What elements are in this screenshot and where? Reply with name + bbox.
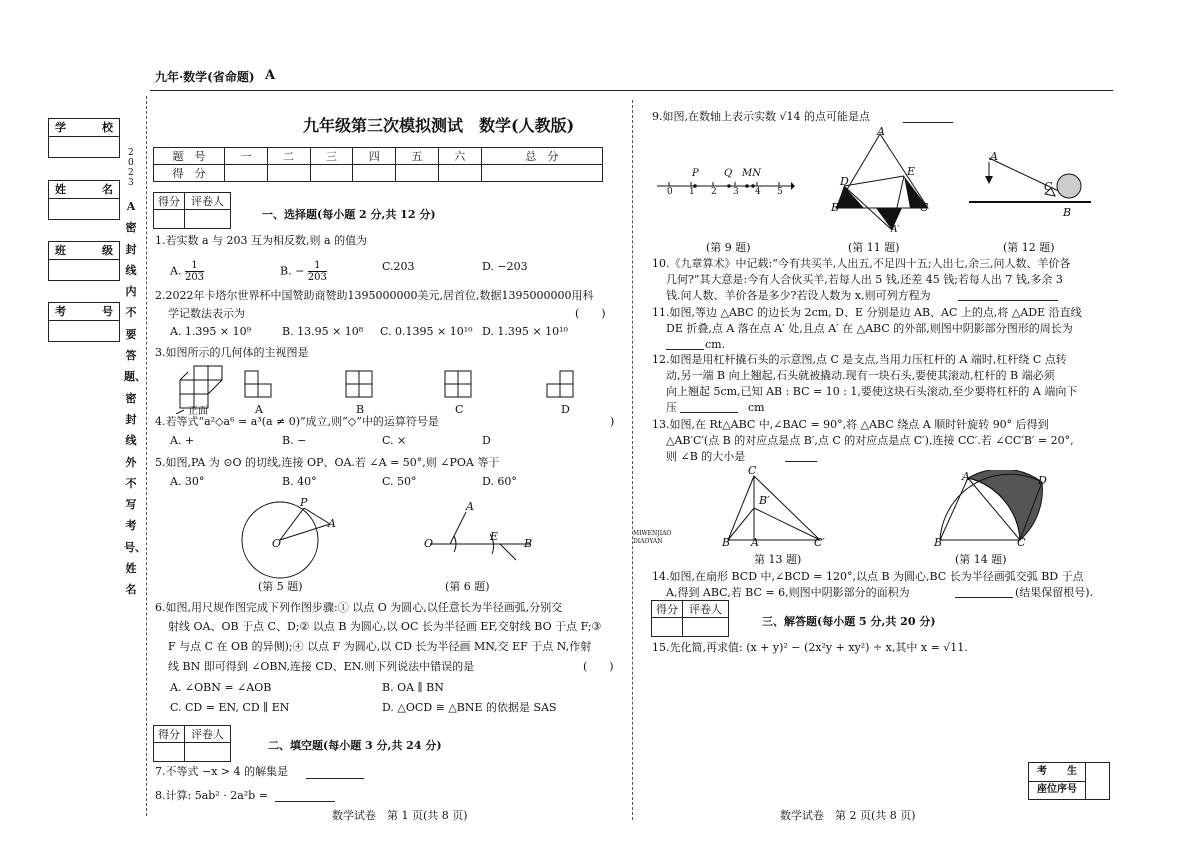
- fig6-label-a: A: [466, 500, 474, 513]
- seal-line-left: [146, 96, 147, 816]
- fig11-label-a-prime: A′: [891, 225, 900, 235]
- q10-line1: 10.《九章算术》中记载:“今有共买羊,人出五,不足四十五;人出七,余三,问人数、羊价各: [652, 257, 1071, 270]
- q3-option-d-figure[interactable]: [546, 370, 576, 400]
- fig6-label-o: O: [424, 537, 434, 550]
- q3-option-c[interactable]: C: [455, 403, 464, 416]
- grader-box-1: 得分 评卷人: [153, 192, 231, 229]
- q8-answer-blank[interactable]: [275, 801, 335, 802]
- q14-line1: 14.如图,在扇形 BCD 中,∠BCD = 120°,以点 B 为圆心,BC 长为半径画弧交弧 BD 于点: [652, 570, 1084, 583]
- q2-paren: ( ): [575, 307, 606, 320]
- fig6-label-e: E: [490, 530, 499, 543]
- q6-line1: 6.如图,用尺规作图完成下列作图步骤:① 以点 O 为圆心,以任意长为半径画弧,分别交: [155, 601, 563, 614]
- q7-text: 7.不等式 −x > 4 的解集是: [155, 765, 289, 778]
- grader-box-3: 得分 评卷人: [651, 600, 729, 637]
- section1-title: 一、选择题(每小题 2 分,共 12 分): [262, 208, 436, 221]
- fig9-label-q: Q: [724, 168, 733, 179]
- q6-option-c[interactable]: C. CD = EN, CD ∥ EN: [170, 701, 290, 714]
- q3-option-b-figure[interactable]: [345, 370, 375, 400]
- q7-answer-blank[interactable]: [306, 778, 364, 779]
- q2-option-b[interactable]: B. 13.95 × 10⁸: [282, 325, 364, 338]
- fig9-tick-0: 0: [667, 187, 673, 197]
- q2-option-c[interactable]: C. 0.1395 × 10¹⁰: [380, 325, 473, 338]
- fig13-label-a: A: [751, 536, 759, 549]
- watermark: MIWENJIAO DIAOYAN: [633, 530, 672, 545]
- q6-paren: ( ): [583, 660, 614, 673]
- fig13-label-b: B: [722, 536, 731, 549]
- fig9-tick-1: 1: [689, 187, 695, 197]
- fig9-tick-4: 4: [755, 187, 761, 197]
- q6-line2: 射线 OA、OB 于点 C、D;② 以点 B 为圆心,以 OC 长为半径画 EF,交射线 BO 于点 F;③: [168, 620, 602, 633]
- seat-number-field[interactable]: [1086, 763, 1109, 799]
- fig6-label-b: B: [524, 537, 533, 550]
- fig14-label-b: B: [934, 536, 943, 549]
- fig6-caption: (第 6 题): [445, 580, 490, 593]
- exam-no-box[interactable]: 考 号: [48, 302, 120, 342]
- q11-answer-blank[interactable]: [666, 349, 704, 350]
- header-version: A: [265, 68, 276, 83]
- q12-line4: 压: [666, 401, 677, 414]
- score-table: 题 号 一 二 三 四 五 六 总 分 得 分: [153, 147, 603, 182]
- fig5-label-o: O: [272, 537, 282, 550]
- fig12-label-b: B: [1063, 206, 1072, 219]
- center-fold-line: [632, 100, 633, 820]
- fig14-caption: (第 14 题): [955, 553, 1007, 566]
- seal-warning: A密封线内不要答题、密封线外不写考号、姓名: [124, 200, 146, 597]
- q3-front-label: 正面: [188, 406, 208, 417]
- footer-page2: 数学试卷 第 2 页(共 8 页): [780, 809, 916, 822]
- q5-text: 5.如图,PA 为 ⊙O 的切线,连接 OP、OA.若 ∠A = 50°,则 ∠POA 等于: [155, 456, 500, 469]
- q12-answer-blank[interactable]: [680, 412, 738, 413]
- q2-option-a[interactable]: A. 1.395 × 10⁹: [170, 325, 252, 338]
- fig9-tick-5: 5: [777, 187, 783, 197]
- q2-line2: 学记数法表示为: [168, 307, 245, 320]
- q1-text: 1.若实数 a 与 203 互为相反数,则 a 的值为: [155, 234, 368, 247]
- name-box[interactable]: 姓 名: [48, 180, 120, 220]
- fig9-label-p: P: [692, 168, 699, 179]
- q9-text: 9.如图,在数轴上表示实数 √14 的点可能是点: [652, 110, 870, 123]
- q6-option-a[interactable]: A. ∠OBN = ∠AOB: [170, 681, 272, 694]
- header-rule: [150, 90, 1113, 91]
- fig12-label-a: A: [990, 150, 998, 163]
- seat-label-1: 考 生: [1029, 763, 1086, 782]
- q10-line3: 钱.问人数、羊价各是多少?若设人数为 x,则可列方程为: [666, 289, 931, 302]
- q4-text: 4.若等式“a²◇a⁶ = a³(a ≠ 0)”成立,则“◇”中的运算符号是: [155, 415, 439, 428]
- q1-option-b[interactable]: B. − $\frac{1}{203}$: [280, 260, 327, 283]
- fig11-label-c: C: [920, 201, 929, 214]
- q13-line2: △AB′C′(点 B 的对应点是点 B′,点 C 的对应点是点 C′),连接 CC′.若 ∠CC′B′ = 20°,: [666, 434, 1074, 447]
- q1-option-d[interactable]: D. −203: [482, 260, 528, 273]
- q11-line3: cm.: [705, 338, 726, 351]
- q13-line3: 则 ∠B 的大小是: [666, 450, 746, 463]
- fig5-label-a: A: [328, 517, 336, 530]
- fig11-label-d: D: [840, 175, 849, 188]
- q12-line1: 12.如图是用杠杆撬石头的示意图,点 C 是支点,当用力压杠杆的 A 端时,杠杆绕 C 点转: [652, 353, 1067, 366]
- fig5-label-p: P: [300, 496, 308, 509]
- q5-option-a[interactable]: A. 30°: [170, 475, 205, 488]
- q2-line1: 2.2022年卡塔尔世界杯中国赞助商赞助1395000000美元,居首位,数据1395000000用科: [155, 289, 594, 302]
- school-box[interactable]: 学 校: [48, 118, 120, 158]
- seat-box: [1028, 762, 1110, 800]
- section2-title: 二、填空题(每小题 3 分,共 24 分): [268, 739, 442, 752]
- q4-option-b[interactable]: B. −: [282, 434, 307, 447]
- fig14-label-d: D: [1038, 474, 1047, 487]
- fig14-label-a: A: [962, 470, 970, 483]
- fig14-label-c: C: [1017, 536, 1026, 549]
- q1-option-c[interactable]: C.203: [382, 260, 415, 273]
- q13-answer-blank[interactable]: [785, 461, 817, 462]
- q3-option-a[interactable]: A: [255, 403, 263, 416]
- q11-line2: DE 折叠,点 A 落在点 A′ 处,且点 A′ 在 △ABC 的外部,则图中阴影部分图形的周长为: [666, 322, 1073, 335]
- footer-page1: 数学试卷 第 1 页(共 8 页): [332, 809, 468, 822]
- q4-option-d[interactable]: D: [482, 434, 491, 447]
- fig9-tick-2: 2: [711, 187, 717, 197]
- q15-text: 15.先化简,再求值: (x + y)² − (2x²y + xy²) ÷ x,其中 x = √11.: [652, 641, 968, 654]
- q14-line3: (结果保留根号).: [1015, 586, 1094, 599]
- q12-line3: 向上翘起 5cm,已知 AB : BC = 10 : 1,要使这块石头滚动,至少要将杠杆的 A 端向下: [666, 385, 1078, 398]
- fig11-label-a: A: [877, 125, 885, 138]
- q2-option-d[interactable]: D. 1.395 × 10¹⁰: [482, 325, 568, 338]
- fig9-caption: (第 9 题): [706, 241, 751, 254]
- grader-box-2: 得分 评卷人: [153, 725, 231, 762]
- fig5-diagram: [238, 494, 348, 584]
- fig9-tick-3: 3: [733, 187, 739, 197]
- fig11-label-b: B: [831, 201, 840, 214]
- q3-option-b[interactable]: B: [356, 403, 365, 416]
- q4-option-c[interactable]: C. ×: [382, 434, 407, 447]
- q1-option-a[interactable]: A. $\frac{1}{203}$: [170, 260, 205, 283]
- q4-option-a[interactable]: A. +: [170, 434, 195, 447]
- q3-text: 3.如图所示的几何体的主视图是: [155, 346, 309, 359]
- q12-unit: cm: [748, 401, 765, 414]
- fig13-caption: 第 13 题): [754, 553, 802, 566]
- q6-line4: 线 BN 即可得到 ∠OBN,连接 CD、EN.则下列说法中错误的是: [168, 660, 475, 673]
- q10-answer-blank[interactable]: [958, 300, 1058, 301]
- seat-label-2: 座位序号: [1029, 781, 1086, 799]
- fig12-label-c: C: [1044, 180, 1053, 193]
- q5-option-b[interactable]: B. 40°: [282, 475, 317, 488]
- q14-answer-blank[interactable]: [955, 597, 1013, 598]
- fig11-caption: (第 11 题): [848, 241, 900, 254]
- sidebar-year: 2023: [128, 148, 134, 188]
- header-text: 九年·数学(省命题): [155, 70, 255, 84]
- q3-option-d[interactable]: D: [561, 403, 570, 416]
- q5-option-d[interactable]: D. 60°: [482, 475, 517, 488]
- q11-line1: 11.如图,等边 △ABC 的边长为 2cm, D、E 分别是边 AB、AC 上的点,将 △ADE 沿直线: [652, 306, 1082, 319]
- fig5-caption: (第 5 题): [258, 580, 303, 593]
- q12-line2: 动,另一端 B 向上翘起,石头就被撬动.现有一块石头,要使其滚动,杠杆的 B 端必须: [666, 369, 1055, 382]
- fig13-label-c-prime: C′: [814, 536, 825, 549]
- q13-line1: 13.如图,在 Rt△ABC 中,∠BAC = 90°,将 △ABC 绕点 A 顺时针旋转 90° 后得到: [652, 418, 1049, 431]
- q10-line2: 几何?”其大意是:今有人合伙买羊,若每人出 5 钱,还差 45 钱;若每人出 7 钱,多余 3: [666, 273, 1063, 286]
- q3-option-c-figure[interactable]: [444, 370, 474, 400]
- fig12-lever: [965, 148, 1095, 218]
- q3-option-a-figure[interactable]: [244, 370, 274, 400]
- fig11-label-e: E: [907, 165, 916, 178]
- section3-title: 三、解答题(每小题 5 分,共 20 分): [762, 615, 936, 628]
- q6-option-d[interactable]: D. △OCD ≅ △BNE 的依据是 SAS: [382, 701, 557, 714]
- q5-option-c[interactable]: C. 50°: [382, 475, 417, 488]
- q6-option-b[interactable]: B. OA ∥ BN: [382, 681, 444, 694]
- fig13-label-b-prime: B′: [759, 494, 770, 507]
- q15-answer-area[interactable]: [652, 658, 1114, 770]
- fig13-label-c: C: [748, 464, 757, 477]
- q8-text: 8.计算: 5ab² · 2a²b =: [155, 789, 268, 802]
- q14-line2: A,得到 ABC,若 BC = 6,则图中阴影部分的面积为: [666, 586, 910, 599]
- fig12-caption: (第 12 题): [1003, 241, 1055, 254]
- q6-line3: F 与点 C 在 OB 的异侧);④ 以点 F 为圆心,以 CD 长为半径画 MN,交 EF 于点 N,作射: [168, 640, 592, 653]
- page-title: 九年级第三次模拟测试 数学(人教版): [303, 116, 575, 135]
- class-box[interactable]: 班 级: [48, 241, 120, 281]
- fig9-label-mn: MN: [742, 168, 761, 179]
- q9-answer-blank[interactable]: [903, 122, 953, 123]
- q4-paren: ): [610, 415, 615, 428]
- fig14-diagram: [928, 470, 1048, 550]
